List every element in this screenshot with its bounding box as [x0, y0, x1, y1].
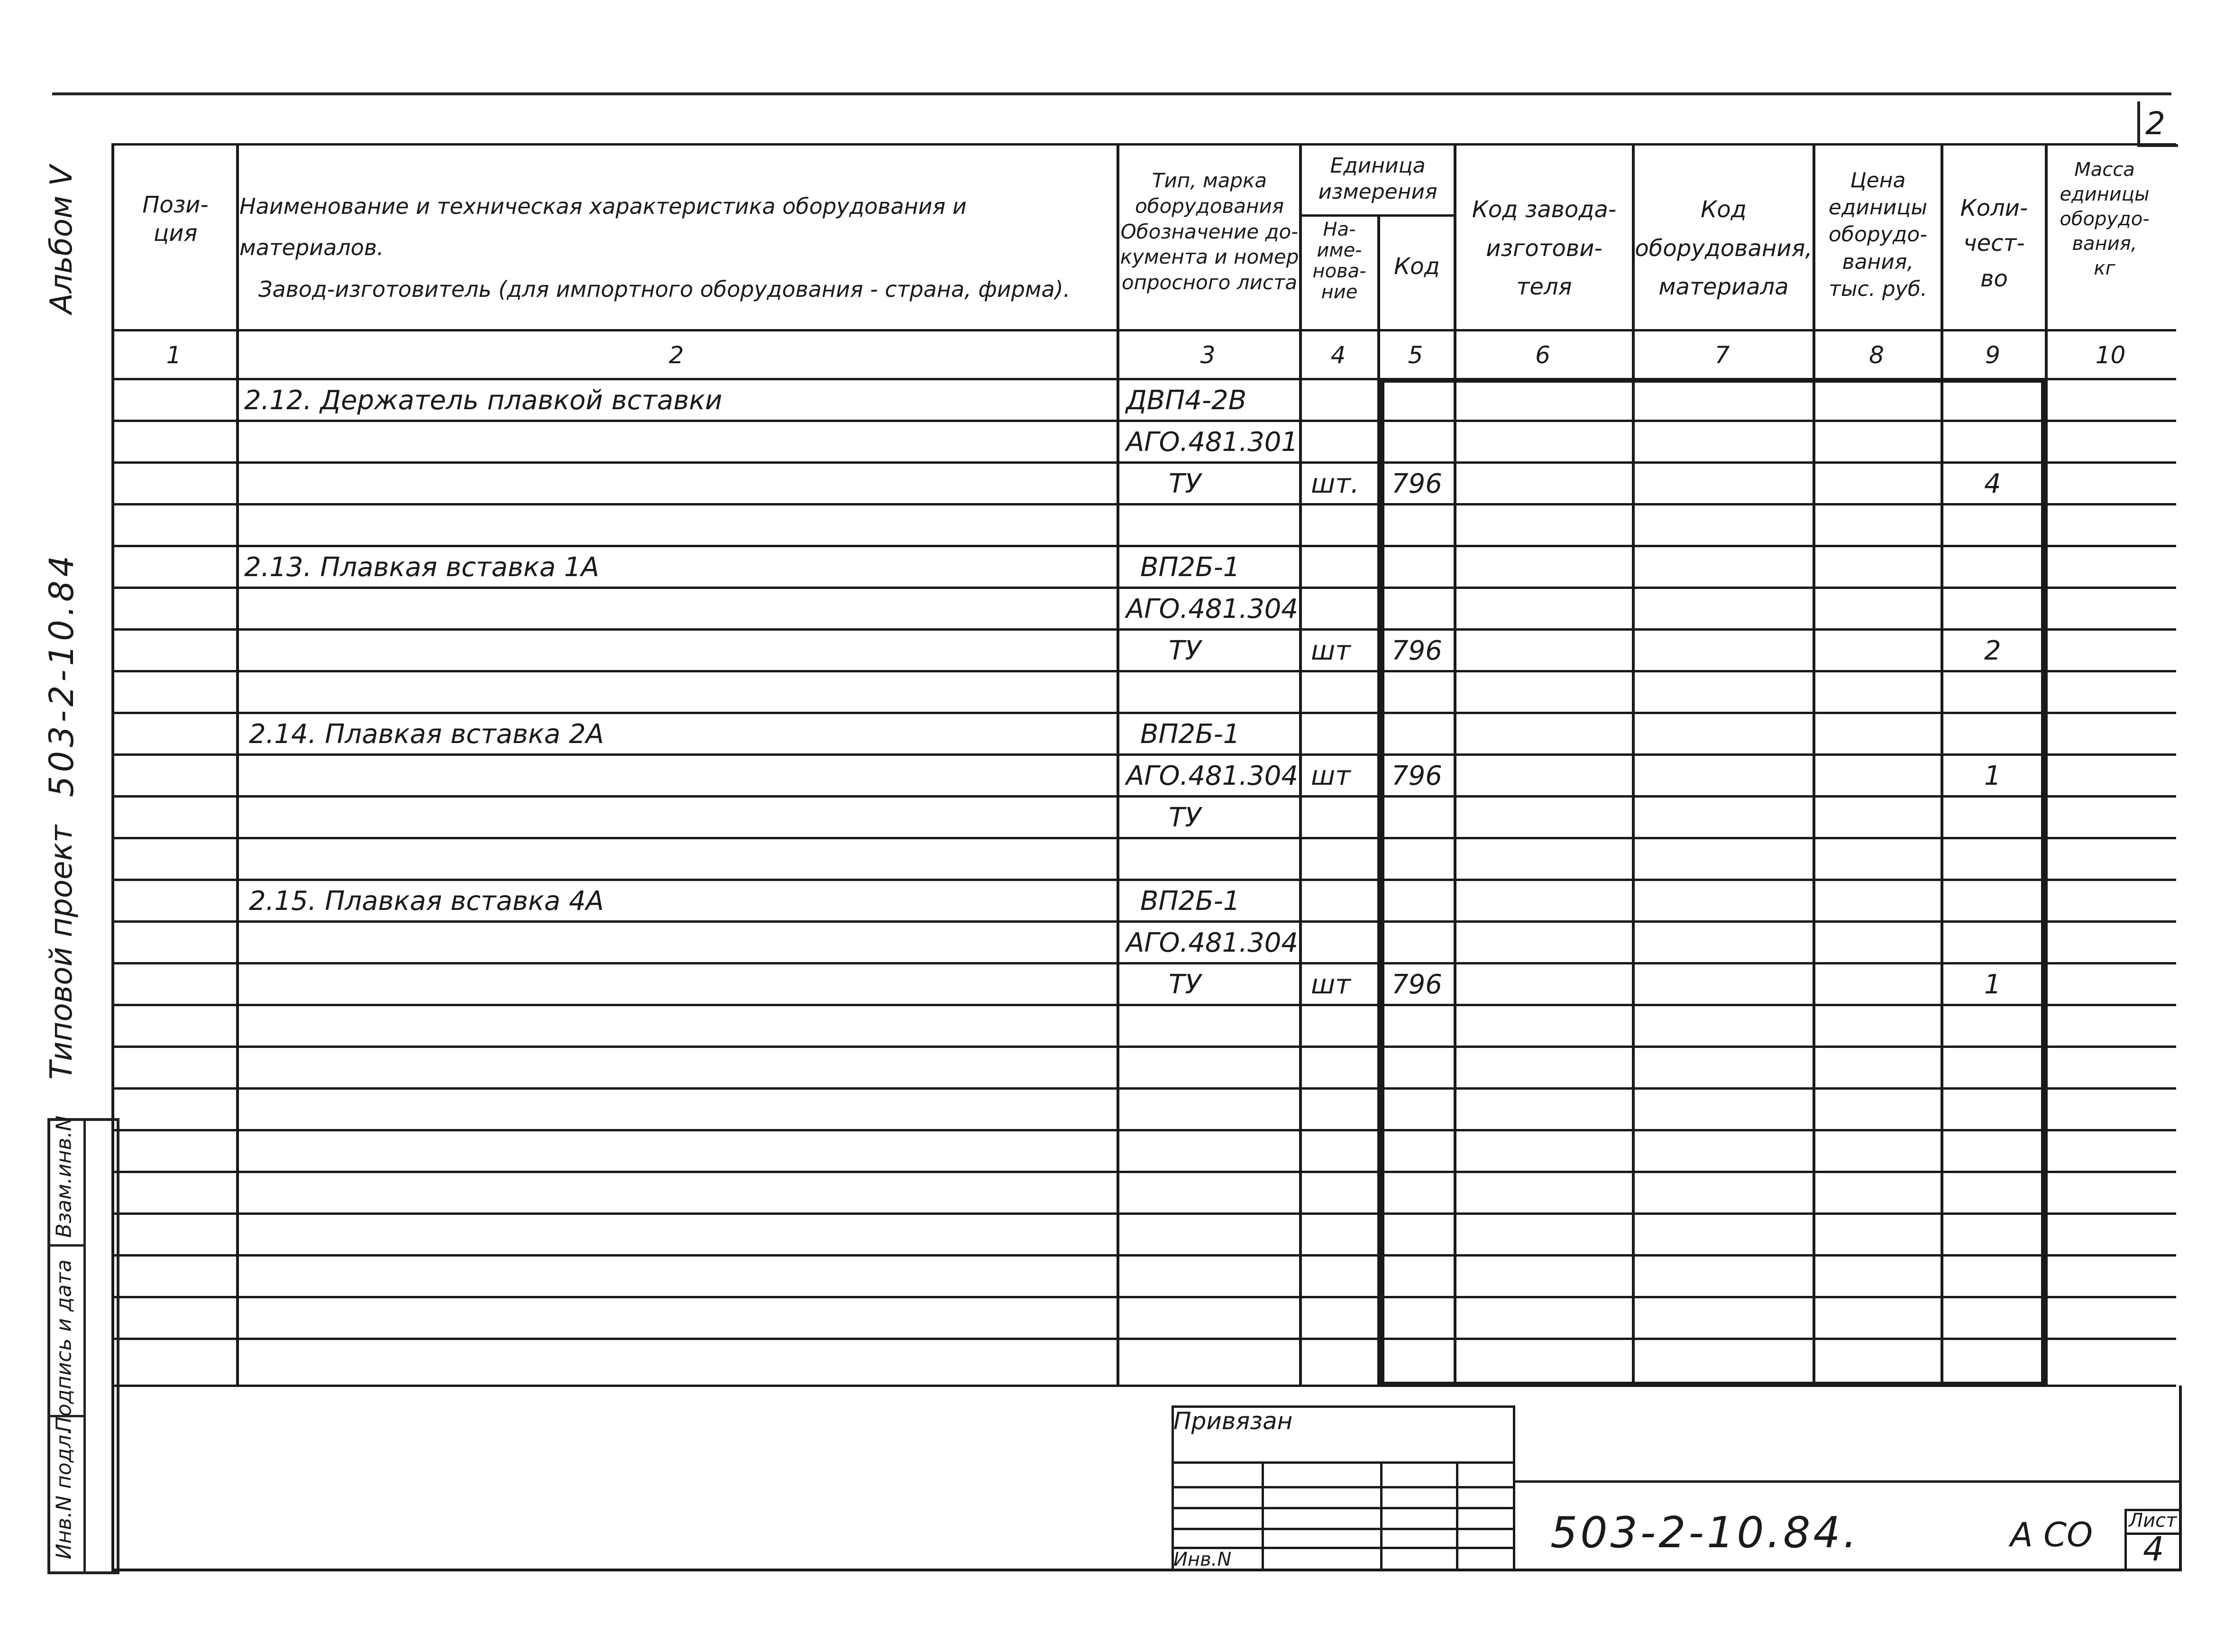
- header-factory-code: Код завода- изготови- теля: [1472, 196, 1617, 301]
- row-type: ВП2Б-1: [1140, 886, 1240, 917]
- colnum-1: 1: [166, 341, 182, 369]
- header-type: Тип, марка оборудования Обозначение до- кументa и номер опросного листа: [1120, 169, 1299, 294]
- specification-table: [111, 143, 2176, 1386]
- colnum-4: 4: [1330, 341, 1346, 369]
- stamp-podpis-data: Подпись и дата: [52, 1259, 76, 1432]
- row-qty: 4: [1984, 468, 2001, 499]
- row-unit-code: 796: [1392, 969, 1442, 1000]
- document-mark: А СО: [2010, 1515, 2093, 1554]
- row-type: ТУ: [1169, 802, 1201, 833]
- header-position: Пози- ция: [142, 192, 209, 247]
- header-price: Цена единицы оборудо- вания, тыс. руб.: [1828, 168, 1928, 301]
- top-border-line: [52, 92, 2171, 95]
- stamp-vzam-inv: Взам.инв.N: [52, 1115, 76, 1238]
- header-quantity: Коли- чест- во: [1960, 195, 2028, 292]
- colnum-6: 6: [1535, 341, 1550, 369]
- row-name: 2.15. Плавкая вставка 4А: [249, 886, 604, 917]
- colnum-9: 9: [1985, 341, 2000, 369]
- spine-album: Альбом V: [44, 165, 79, 314]
- inv-n-label: Инв.N: [1173, 1549, 1232, 1570]
- row-unit: шт: [1311, 969, 1351, 1000]
- row-type: АГО.481.301: [1126, 427, 1298, 458]
- title-block: [111, 1386, 2182, 1571]
- row-type: ВП2Б-1: [1140, 552, 1240, 583]
- spine-code: 503-2-10.84: [42, 551, 81, 797]
- row-type: ДВП4-2В: [1126, 385, 1247, 416]
- colnum-10: 10: [2095, 341, 2126, 369]
- row-type: ТУ: [1169, 969, 1201, 1000]
- spine-project: Типовой проект: [44, 825, 79, 1080]
- header-name: Наименование и техническая характеристика оборудования и материалов. Завод-изготовитель (для импортного оборудования - страна, фирма).: [239, 193, 1071, 302]
- row-type: ВП2Б-1: [1140, 719, 1240, 750]
- row-unit: шт: [1311, 761, 1351, 791]
- row-qty: 2: [1984, 635, 2001, 666]
- colnum-7: 7: [1714, 341, 1730, 369]
- row-type: АГО.481.304: [1126, 594, 1298, 624]
- document-code: 503-2-10.84.: [1550, 1508, 1860, 1558]
- row-unit: шт: [1311, 635, 1351, 666]
- row-type: АГО.481.304: [1126, 761, 1298, 791]
- privyazan-label: Привязан: [1173, 1407, 1293, 1435]
- colnum-3: 3: [1200, 341, 1216, 369]
- colnum-8: 8: [1869, 341, 1884, 369]
- colnum-5: 5: [1408, 341, 1423, 369]
- list-number: 4: [2143, 1530, 2164, 1569]
- row-unit-code: 796: [1392, 635, 1442, 666]
- header-equipment-code: Код оборудования, материала: [1635, 196, 1813, 301]
- colnum-2: 2: [668, 341, 684, 369]
- row-unit-code: 796: [1392, 468, 1442, 499]
- header-unit-code: Код: [1394, 253, 1440, 280]
- row-name: 2.14. Плавкая вставка 2А: [249, 719, 604, 750]
- list-label: Лист: [2129, 1510, 2177, 1532]
- header-unit-group: Единица измерения: [1318, 154, 1437, 204]
- row-type: ТУ: [1169, 635, 1201, 666]
- header-unit-name: На- име- нова- ние: [1312, 219, 1366, 303]
- row-qty: 1: [1984, 969, 2001, 1000]
- row-name: 2.13. Плавкая вставка 1А: [244, 552, 599, 583]
- row-unit-code: 796: [1392, 761, 1442, 791]
- row-type: ТУ: [1169, 468, 1201, 499]
- row-unit: шт.: [1311, 468, 1359, 499]
- row-type: АГО.481.304: [1126, 927, 1298, 958]
- header-mass: Масса единицы оборудо- вания, кг: [2060, 159, 2150, 279]
- row-qty: 1: [1984, 761, 2001, 791]
- stamp-inv-podl: Инв.N подл.: [52, 1428, 76, 1560]
- row-name: 2.12. Держатель плавкой вставки: [244, 385, 723, 416]
- sheet-corner-number: 2: [2145, 105, 2165, 142]
